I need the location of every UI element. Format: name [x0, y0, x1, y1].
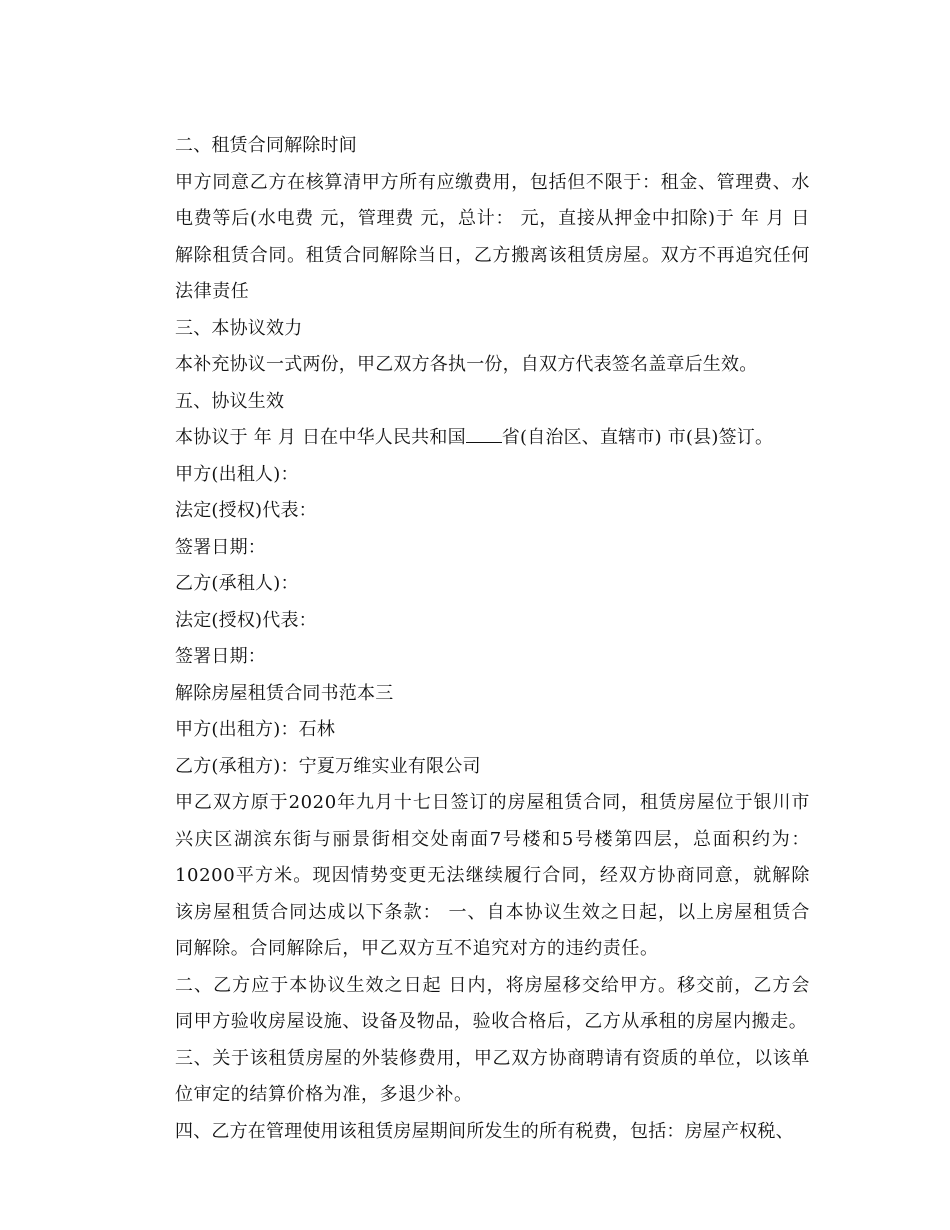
paragraph-termination-terms: 甲方同意乙方在核算清甲方所有应缴费用，包括但不限于：租金、管理费、水电费等后(水电费 元，管理费 元，总计： 元，直接从押金中扣除)于 年 月 日解除租赁合同。租赁合同解除当日，乙方搬离该租赁房屋。双方不再追究任何法律责任 — [175, 171, 810, 302]
paragraph-original-contract: 甲乙双方原于2020年九月十七日签订的房屋租赁合同，租赁房屋位于银川市兴庆区湖滨东街与丽景街相交处南面7号楼和5号楼第四层，总面积约为：10200平方米。现因情势变更无法继续履行合同，经双方协商同意，就解除该房屋租赁合同达成以下条款： 一、自本协议生效之日起，以上房屋租赁合同解除。合同解除后，甲乙双方互不追究对方的违约责任。 — [175, 792, 810, 959]
paragraph-agreement-copies: 本补充协议一式两份，甲乙双方各执一份，自双方代表签名盖章后生效。 — [175, 354, 758, 375]
party-b-lessee-label: 乙方(承租人)： — [175, 573, 299, 594]
template-three-title: 解除房屋租赁合同书范本三 — [175, 682, 394, 704]
signing-place-text-a: 本协议于 年 月 日在中华人民共和国 — [175, 427, 466, 448]
party-a-sign-date-label: 签署日期： — [175, 536, 266, 558]
party-a-representative-label: 法定(授权)代表： — [175, 500, 317, 521]
party-a-lessor-label: 甲方(出租人)： — [175, 463, 299, 485]
province-blank — [466, 426, 502, 443]
party-b-representative-label: 法定(授权)代表： — [175, 609, 317, 631]
party-a-name: 甲方(出租方)：石林 — [175, 719, 336, 740]
paragraph-clause-four: 四、乙方在管理使用该租赁房屋期间所发生的所有税费，包括：房屋产权税、 — [175, 1120, 794, 1142]
section-heading-agreement-effective: 五、协议生效 — [175, 390, 285, 412]
party-b-sign-date-label: 签署日期： — [175, 646, 266, 667]
signing-place-text-b: 省(自治区、直辖市) 市(县)签订。 — [501, 427, 774, 448]
section-heading-termination-time: 二、租赁合同解除时间 — [175, 135, 357, 156]
paragraph-clause-three: 三、关于该租赁房屋的外装修费用，甲乙双方协商聘请有资质的单位，以该单位审定的结算价格为准，多退少补。 — [175, 1047, 810, 1105]
paragraph-clause-two: 二、乙方应于本协议生效之日起 日内，将房屋移交给甲方。移交前，乙方会同甲方验收房屋设施、设备及物品，验收合格后，乙方从承租的房屋内搬走。 — [175, 974, 810, 1032]
party-b-name: 乙方(承租方)：宁夏万维实业有限公司 — [175, 755, 481, 777]
document-body — [140, 128, 810, 1150]
paragraph-signing-place — [140, 420, 810, 457]
section-heading-agreement-effect: 三、本协议效力 — [175, 317, 303, 339]
